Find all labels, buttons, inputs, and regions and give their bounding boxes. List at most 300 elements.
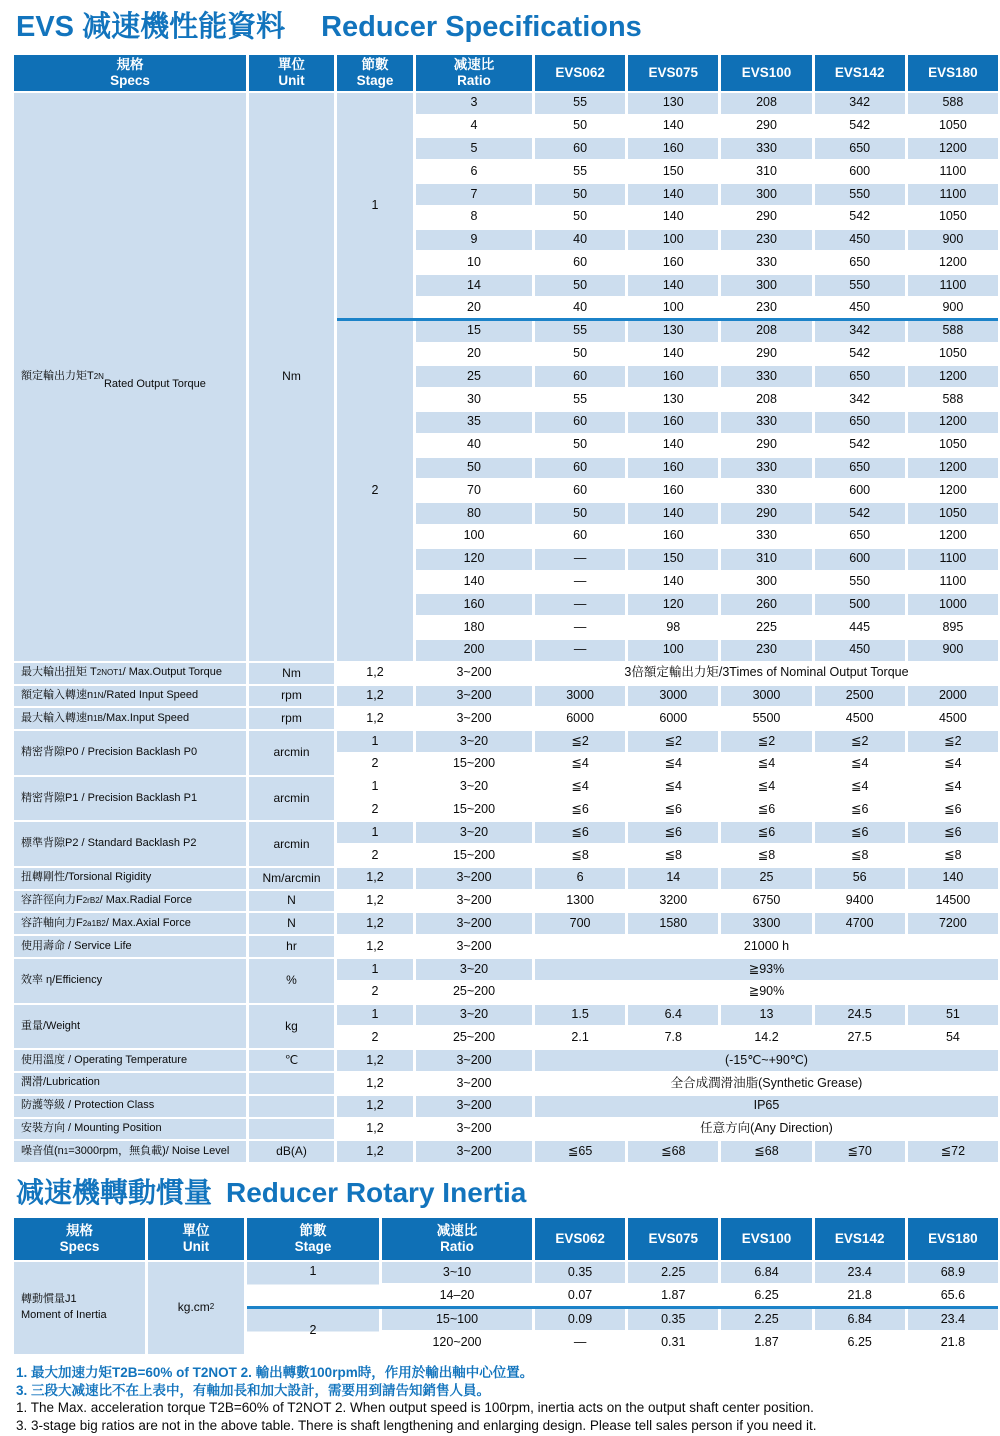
- value-cell: 700: [535, 913, 625, 934]
- ratio-cell: 15~200: [416, 754, 532, 775]
- value-span-cell: ≧90%: [535, 982, 998, 1003]
- value-cell: 260: [721, 594, 811, 615]
- stage-cell: 1: [337, 959, 413, 980]
- stage-cell: 2: [337, 845, 413, 866]
- unit-cell: Nm: [249, 93, 334, 661]
- stage-cell: 1,2: [337, 1050, 413, 1071]
- value-cell: 6.84: [815, 1309, 905, 1331]
- spec-label: 使用壽命 / Service Life: [14, 936, 246, 957]
- value-cell: 1.87: [721, 1332, 811, 1354]
- inertia-table-title-zh: 减速機轉動慣量: [16, 1177, 213, 1209]
- spec-table-title-zh: EVS 减速機性能資料: [16, 11, 286, 43]
- value-cell: ≦6: [908, 822, 998, 843]
- value-cell: 588: [908, 321, 998, 342]
- ratio-cell: 50: [416, 458, 532, 479]
- value-cell: 588: [908, 93, 998, 114]
- value-cell: 3200: [628, 891, 718, 912]
- value-cell: 6.25: [721, 1285, 811, 1307]
- value-cell: 60: [535, 366, 625, 387]
- unit-cell: rpm: [249, 708, 334, 729]
- value-cell: 1050: [908, 344, 998, 365]
- value-cell: 60: [535, 458, 625, 479]
- stage-cell: 2: [337, 321, 413, 661]
- value-cell: 310: [721, 161, 811, 182]
- value-cell: 1100: [908, 161, 998, 182]
- ratio-cell: 120~200: [382, 1332, 532, 1354]
- value-cell: 542: [815, 435, 905, 456]
- ratio-cell: 7: [416, 184, 532, 205]
- stage-cell: 1: [337, 1005, 413, 1026]
- value-cell: ≦4: [721, 754, 811, 775]
- value-cell: 650: [815, 458, 905, 479]
- ratio-cell: 14: [416, 275, 532, 296]
- column-header-model: EVS062: [535, 55, 625, 91]
- value-cell: 330: [721, 366, 811, 387]
- stage-cell: 1,2: [337, 891, 413, 912]
- stage-cell: 2: [337, 754, 413, 775]
- value-cell: —: [535, 1332, 625, 1354]
- value-span-cell: 全合成潤滑油脂(Synthetic Grease): [535, 1073, 998, 1094]
- value-cell: 60: [535, 480, 625, 501]
- value-cell: 55: [535, 93, 625, 114]
- value-cell: ≦4: [721, 777, 811, 798]
- value-cell: 1200: [908, 366, 998, 387]
- value-cell: ≦6: [815, 822, 905, 843]
- value-cell: 6750: [721, 891, 811, 912]
- value-cell: 13: [721, 1005, 811, 1026]
- column-header-ratio: 减速比 Ratio: [416, 55, 532, 91]
- inertia-table-title: [16, 1176, 986, 1210]
- value-cell: 1100: [908, 549, 998, 570]
- value-cell: ≦8: [721, 845, 811, 866]
- value-cell: 60: [535, 252, 625, 273]
- value-cell: 1.5: [535, 1005, 625, 1026]
- reducer-specifications-table: [14, 55, 998, 1162]
- value-cell: ≦8: [815, 845, 905, 866]
- ratio-cell: 3~200: [416, 1119, 532, 1140]
- value-cell: 208: [721, 321, 811, 342]
- value-cell: ≦4: [535, 754, 625, 775]
- unit-cell: [249, 1096, 334, 1117]
- value-cell: 588: [908, 389, 998, 410]
- stage-cell: 1: [337, 93, 413, 319]
- value-cell: 3000: [721, 686, 811, 707]
- value-cell: 900: [908, 640, 998, 661]
- value-cell: 100: [628, 298, 718, 319]
- stage-cell: 1,2: [337, 1119, 413, 1140]
- spec-label: 重量/Weight: [14, 1005, 246, 1049]
- ratio-cell: 25: [416, 366, 532, 387]
- value-cell: ≦6: [628, 822, 718, 843]
- value-cell: 160: [628, 412, 718, 433]
- value-cell: 1200: [908, 480, 998, 501]
- ratio-cell: 15~200: [416, 800, 532, 821]
- value-cell: 600: [815, 549, 905, 570]
- value-cell: 150: [628, 549, 718, 570]
- footnotes: [16, 1364, 986, 1435]
- value-cell: 330: [721, 480, 811, 501]
- value-cell: 895: [908, 617, 998, 638]
- unit-cell: N: [249, 891, 334, 912]
- value-cell: ≦6: [815, 800, 905, 821]
- stage-cell: 1,2: [337, 686, 413, 707]
- value-cell: 120: [628, 594, 718, 615]
- value-cell: ≦4: [535, 777, 625, 798]
- ratio-cell: 6: [416, 161, 532, 182]
- stage-cell: 1: [337, 777, 413, 798]
- spec-label: 精密背隙P0 / Precision Backlash P0: [14, 731, 246, 775]
- value-cell: 140: [628, 184, 718, 205]
- ratio-cell: 80: [416, 503, 532, 524]
- value-cell: 60: [535, 138, 625, 159]
- value-span-cell: ≧93%: [535, 959, 998, 980]
- value-cell: 40: [535, 230, 625, 251]
- ratio-cell: 3~200: [416, 913, 532, 934]
- value-cell: 450: [815, 640, 905, 661]
- value-cell: 330: [721, 458, 811, 479]
- value-cell: 208: [721, 389, 811, 410]
- spec-label: 標準背隙P2 / Standard Backlash P2: [14, 822, 246, 866]
- value-cell: 3000: [628, 686, 718, 707]
- value-cell: 50: [535, 275, 625, 296]
- value-cell: 6000: [628, 708, 718, 729]
- value-cell: 3000: [535, 686, 625, 707]
- stage-cell: 1: [247, 1262, 379, 1307]
- ratio-cell: 3~200: [416, 1050, 532, 1071]
- value-cell: —: [535, 640, 625, 661]
- value-cell: 230: [721, 230, 811, 251]
- value-cell: 1100: [908, 572, 998, 593]
- value-cell: ≦4: [628, 777, 718, 798]
- ratio-cell: 3~20: [416, 959, 532, 980]
- value-cell: 6.84: [721, 1262, 811, 1284]
- value-cell: 2.25: [628, 1262, 718, 1284]
- value-cell: —: [535, 572, 625, 593]
- value-cell: 23.4: [908, 1309, 998, 1331]
- value-cell: ≦4: [628, 754, 718, 775]
- value-cell: 650: [815, 412, 905, 433]
- ratio-cell: 3~200: [416, 891, 532, 912]
- value-span-cell: (-15℃~+90℃): [535, 1050, 998, 1071]
- value-cell: 55: [535, 389, 625, 410]
- value-cell: 900: [908, 298, 998, 319]
- spec-label: 安裝方向 / Mounting Position: [14, 1119, 246, 1140]
- value-cell: 445: [815, 617, 905, 638]
- value-cell: 40: [535, 298, 625, 319]
- value-cell: 6.4: [628, 1005, 718, 1026]
- spec-label: 效率 η/Efficiency: [14, 959, 246, 1003]
- unit-cell: kg.cm 2: [148, 1262, 244, 1354]
- value-cell: —: [535, 549, 625, 570]
- value-cell: ≦2: [628, 731, 718, 752]
- stage-cell: 1,2: [337, 1096, 413, 1117]
- ratio-cell: 30: [416, 389, 532, 410]
- value-cell: 160: [628, 366, 718, 387]
- value-span-cell: 3倍額定輸出力矩/3Times of Nominal Output Torque: [535, 663, 998, 684]
- value-cell: 27.5: [815, 1027, 905, 1048]
- value-cell: 342: [815, 389, 905, 410]
- value-cell: 50: [535, 116, 625, 137]
- column-header-ratio: 减速比 Ratio: [382, 1218, 532, 1260]
- value-cell: ≦2: [908, 731, 998, 752]
- ratio-cell: 15: [416, 321, 532, 342]
- unit-cell: kg: [249, 1005, 334, 1049]
- footnote-en-2: 3. 3-stage big ratios are not in the above table. There is shaft lengthening and enlarging design. Please tell sales person if you need it.: [16, 1418, 817, 1434]
- stage-cell: 1,2: [337, 663, 413, 684]
- value-cell: 1200: [908, 526, 998, 547]
- unit-cell: Nm/arcmin: [249, 868, 334, 889]
- value-cell: 290: [721, 207, 811, 228]
- ratio-cell: 160: [416, 594, 532, 615]
- value-cell: 100: [628, 230, 718, 251]
- spec-label: 容許軸向力F 2a1B 2 / Max.Axial Force: [14, 913, 246, 934]
- value-cell: 230: [721, 640, 811, 661]
- value-cell: 450: [815, 298, 905, 319]
- value-cell: 542: [815, 207, 905, 228]
- value-cell: 50: [535, 184, 625, 205]
- ratio-cell: 15~200: [416, 845, 532, 866]
- value-cell: ≦2: [721, 731, 811, 752]
- value-cell: 60: [535, 526, 625, 547]
- spec-label: 額定輸出力矩T 2N Rated Output Torque: [14, 93, 246, 661]
- value-cell: 542: [815, 344, 905, 365]
- column-header-model: EVS100: [721, 1218, 811, 1260]
- unit-cell: Nm: [249, 663, 334, 684]
- ratio-cell: 3~20: [416, 731, 532, 752]
- value-cell: ≦2: [815, 731, 905, 752]
- column-header-model: EVS180: [908, 55, 998, 91]
- value-cell: ≦70: [815, 1141, 905, 1162]
- spec-label: 轉動慣量J1 Moment of Inertia: [14, 1262, 145, 1354]
- ratio-cell: 20: [416, 298, 532, 319]
- ratio-cell: 100: [416, 526, 532, 547]
- value-cell: 23.4: [815, 1262, 905, 1284]
- column-header-stage: 節數 Stage: [247, 1218, 379, 1260]
- value-cell: 0.09: [535, 1309, 625, 1331]
- value-cell: 290: [721, 435, 811, 456]
- value-cell: ≦8: [535, 845, 625, 866]
- value-cell: 160: [628, 458, 718, 479]
- spec-table-title-en: Reducer Specifications: [321, 11, 642, 43]
- value-cell: 7.8: [628, 1027, 718, 1048]
- spec-label: 容許徑向力F 2rB 2 / Max.Radial Force: [14, 891, 246, 912]
- value-cell: 650: [815, 138, 905, 159]
- column-header-model: EVS075: [628, 1218, 718, 1260]
- ratio-cell: 3~200: [416, 686, 532, 707]
- spec-label: 額定輸入轉速n 1N /Rated Input Speed: [14, 686, 246, 707]
- value-cell: 542: [815, 116, 905, 137]
- value-cell: 1580: [628, 913, 718, 934]
- value-cell: ≦6: [535, 800, 625, 821]
- unit-cell: N: [249, 913, 334, 934]
- value-cell: 330: [721, 138, 811, 159]
- spec-label: 最大輸出扭矩 T 2NOT 1 / Max.Output Torque: [14, 663, 246, 684]
- value-cell: 542: [815, 503, 905, 524]
- ratio-cell: 3~200: [416, 708, 532, 729]
- value-cell: 150: [628, 161, 718, 182]
- ratio-cell: 3~20: [416, 822, 532, 843]
- column-header-unit: 單位 Unit: [249, 55, 334, 91]
- value-cell: 14500: [908, 891, 998, 912]
- value-cell: 1000: [908, 594, 998, 615]
- spec-label: 防護等級 / Protection Class: [14, 1096, 246, 1117]
- value-cell: 650: [815, 252, 905, 273]
- value-cell: 160: [628, 526, 718, 547]
- value-cell: 2500: [815, 686, 905, 707]
- value-cell: 55: [535, 161, 625, 182]
- spec-label: 扭轉剛性/Torsional Rigidity: [14, 868, 246, 889]
- value-cell: ≦8: [628, 845, 718, 866]
- value-cell: ≦68: [721, 1141, 811, 1162]
- value-cell: 130: [628, 321, 718, 342]
- unit-cell: ℃: [249, 1050, 334, 1071]
- value-cell: 140: [628, 275, 718, 296]
- stage-cell: 1,2: [337, 936, 413, 957]
- value-cell: 230: [721, 298, 811, 319]
- value-cell: 60: [535, 412, 625, 433]
- ratio-cell: 5: [416, 138, 532, 159]
- value-cell: 24.5: [815, 1005, 905, 1026]
- value-cell: 1100: [908, 184, 998, 205]
- ratio-cell: 35: [416, 412, 532, 433]
- value-cell: 21.8: [815, 1285, 905, 1307]
- stage-cell: 2: [247, 1309, 379, 1354]
- value-cell: 9400: [815, 891, 905, 912]
- value-cell: 0.07: [535, 1285, 625, 1307]
- value-cell: 0.31: [628, 1332, 718, 1354]
- column-header-model: EVS062: [535, 1218, 625, 1260]
- value-cell: 4500: [815, 708, 905, 729]
- value-span-cell: 21000 h: [535, 936, 998, 957]
- unit-cell: [249, 1073, 334, 1094]
- value-cell: ≦4: [908, 754, 998, 775]
- ratio-cell: 20: [416, 344, 532, 365]
- value-cell: ≦6: [628, 800, 718, 821]
- spec-label: 精密背隙P1 / Precision Backlash P1: [14, 777, 246, 821]
- value-cell: ≦6: [908, 800, 998, 821]
- ratio-cell: 3~200: [416, 663, 532, 684]
- value-cell: 2.25: [721, 1309, 811, 1331]
- ratio-cell: 180: [416, 617, 532, 638]
- unit-cell: [249, 1119, 334, 1140]
- column-header-unit: 單位 Unit: [148, 1218, 244, 1260]
- footnote-en-1: 1. The Max. acceleration torque T2B=60% of T2NOT 2. When output speed is 100rpm, inertia acts on the output shaft center position.: [16, 1400, 814, 1416]
- stage-cell: 1: [337, 731, 413, 752]
- value-cell: ≦6: [721, 822, 811, 843]
- stage-cell: 2: [337, 1027, 413, 1048]
- value-cell: 550: [815, 572, 905, 593]
- column-header-stage: 節數 Stage: [337, 55, 413, 91]
- value-cell: 0.35: [628, 1309, 718, 1331]
- value-cell: 140: [628, 435, 718, 456]
- stage-cell: 1,2: [337, 1073, 413, 1094]
- column-header-specs: 規格 Specs: [14, 55, 246, 91]
- ratio-cell: 3~10: [382, 1262, 532, 1284]
- value-cell: ≦4: [815, 754, 905, 775]
- value-cell: ≦6: [535, 822, 625, 843]
- value-cell: 100: [628, 640, 718, 661]
- value-cell: 14.2: [721, 1027, 811, 1048]
- value-cell: 500: [815, 594, 905, 615]
- unit-cell: arcmin: [249, 731, 334, 775]
- value-cell: 50: [535, 435, 625, 456]
- value-cell: 342: [815, 321, 905, 342]
- value-cell: 550: [815, 275, 905, 296]
- value-cell: 1050: [908, 116, 998, 137]
- value-cell: 310: [721, 549, 811, 570]
- value-cell: ≦68: [628, 1141, 718, 1162]
- ratio-cell: 70: [416, 480, 532, 501]
- stage-cell: 1: [337, 822, 413, 843]
- value-cell: 1100: [908, 275, 998, 296]
- value-cell: ≦6: [721, 800, 811, 821]
- value-cell: 1200: [908, 252, 998, 273]
- spec-label: 噪音值(n 1 =3000rpm，無負載)/ Noise Level: [14, 1141, 246, 1162]
- value-cell: 900: [908, 230, 998, 251]
- value-cell: 650: [815, 366, 905, 387]
- rotary-inertia-table: [14, 1218, 998, 1354]
- ratio-cell: 200: [416, 640, 532, 661]
- inertia-table-title-en: Reducer Rotary Inertia: [226, 1177, 527, 1209]
- value-cell: 140: [628, 116, 718, 137]
- value-cell: 65.6: [908, 1285, 998, 1307]
- ratio-cell: 3: [416, 93, 532, 114]
- value-cell: ≦2: [535, 731, 625, 752]
- value-cell: 1300: [535, 891, 625, 912]
- footnote-zh-2: 3. 三段大减速比不在上表中，有軸加長和加大設計，需要用到請告知銷售人員。: [16, 1382, 491, 1398]
- value-cell: 650: [815, 526, 905, 547]
- value-cell: 450: [815, 230, 905, 251]
- value-cell: 300: [721, 275, 811, 296]
- stage-cell: 1,2: [337, 1141, 413, 1162]
- ratio-cell: 3~200: [416, 1096, 532, 1117]
- value-cell: 1200: [908, 138, 998, 159]
- value-cell: 600: [815, 161, 905, 182]
- column-header-specs: 規格 Specs: [14, 1218, 145, 1260]
- ratio-cell: 3~200: [416, 936, 532, 957]
- ratio-cell: 140: [416, 572, 532, 593]
- value-cell: 50: [535, 344, 625, 365]
- ratio-cell: 3~200: [416, 868, 532, 889]
- unit-cell: rpm: [249, 686, 334, 707]
- value-cell: 68.9: [908, 1262, 998, 1284]
- value-cell: 160: [628, 252, 718, 273]
- spec-label: 使用溫度 / Operating Temperature: [14, 1050, 246, 1071]
- unit-cell: dB(A): [249, 1141, 334, 1162]
- ratio-cell: 25~200: [416, 982, 532, 1003]
- value-cell: ≦65: [535, 1141, 625, 1162]
- value-span-cell: 任意方向(Any Direction): [535, 1119, 998, 1140]
- value-cell: 6: [535, 868, 625, 889]
- value-cell: 140: [628, 344, 718, 365]
- value-cell: 130: [628, 93, 718, 114]
- value-cell: 3300: [721, 913, 811, 934]
- value-cell: 7200: [908, 913, 998, 934]
- column-header-model: EVS075: [628, 55, 718, 91]
- value-cell: 300: [721, 572, 811, 593]
- column-header-model: EVS180: [908, 1218, 998, 1260]
- ratio-cell: 25~200: [416, 1027, 532, 1048]
- value-cell: 1050: [908, 435, 998, 456]
- value-cell: —: [535, 594, 625, 615]
- ratio-cell: 9: [416, 230, 532, 251]
- stage-cell: 2: [337, 982, 413, 1003]
- value-cell: 1050: [908, 503, 998, 524]
- ratio-cell: 3~20: [416, 1005, 532, 1026]
- value-cell: 21.8: [908, 1332, 998, 1354]
- footnote-zh-1: 1. 最大加速力矩T2B=60% of T2NOT 2. 輸出轉數100rpm時，作用於輸出軸中心位置。: [16, 1364, 534, 1380]
- value-cell: 6000: [535, 708, 625, 729]
